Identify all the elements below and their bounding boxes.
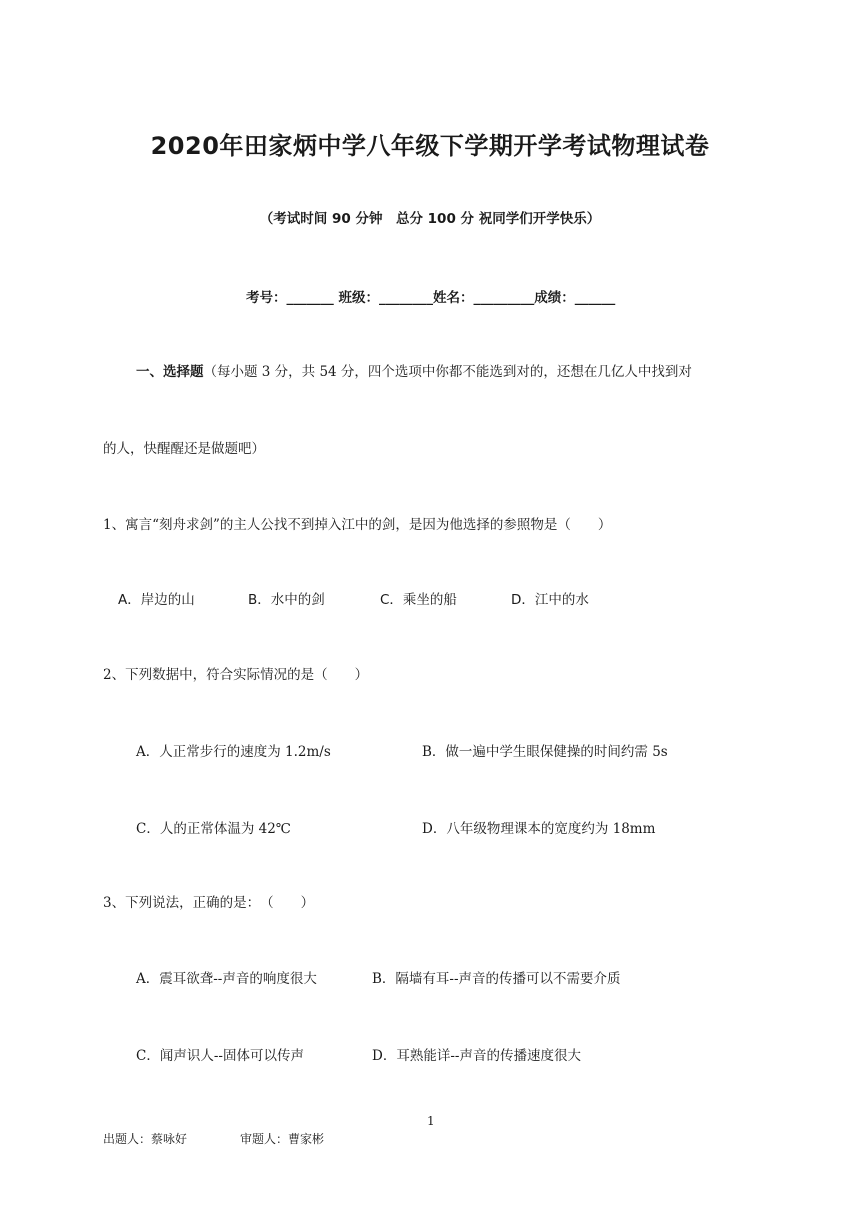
section-instructions-cont: 的人，快醒醒还是做题吧） [103,441,265,457]
page-title: 2020年田家炳中学八年级下学期开学考试物理试卷 [150,132,710,160]
student-info-line: 考号：_______ 班级：________姓名：_________成绩：______ [246,290,616,306]
footer-author: 出题人：蔡咏好 [103,1132,188,1146]
q2-option-c: C．人的正常体温为 42℃ [136,821,291,837]
q3-option-d: D．耳熟能详--声音的传播速度很大 [372,1048,581,1064]
question-2-stem: 2、下列数据中，符合实际情况的是（ ） [103,667,369,683]
q2-option-b: B．做一遍中学生眼保健操的时间约需 5s [422,744,668,760]
footer-reviewer: 审题人：曹家彬 [240,1132,325,1146]
page-number: 1 [427,1114,435,1128]
q1-option-b: B．水中的剑 [248,592,325,608]
section-heading-line [136,360,692,380]
question-3-stem: 3、下列说法，正确的是： （ ） [103,895,315,911]
q1-option-d: D．江中的水 [511,592,589,608]
q3-option-a: A．震耳欲聋--声音的响度很大 [136,971,317,987]
q3-option-b: B．隔墙有耳--声音的传播可以不需要介质 [372,971,621,987]
question-1-stem: 1、寓言“刻舟求剑”的主人公找不到掉入江中的剑，是因为他选择的参照物是（ ） [103,517,612,533]
section-instructions: （每小题 3 分，共 54 分，四个选项中你都不能选到对的，还想在几亿人中找到对 [203,364,692,380]
q2-option-a: A．人正常步行的速度为 1.2m/s [136,744,331,760]
section-heading: 一、选择题 [136,364,204,380]
q1-option-a: A．岸边的山 [118,592,195,608]
exam-subtitle: （考试时间 90 分钟 总分 100 分 祝同学们开学快乐） [259,211,601,227]
q2-option-d: D．八年级物理课本的宽度约为 18mm [422,821,656,837]
q1-option-c: C．乘坐的船 [380,592,457,608]
q3-option-c: C．闻声识人--固体可以传声 [136,1048,304,1064]
